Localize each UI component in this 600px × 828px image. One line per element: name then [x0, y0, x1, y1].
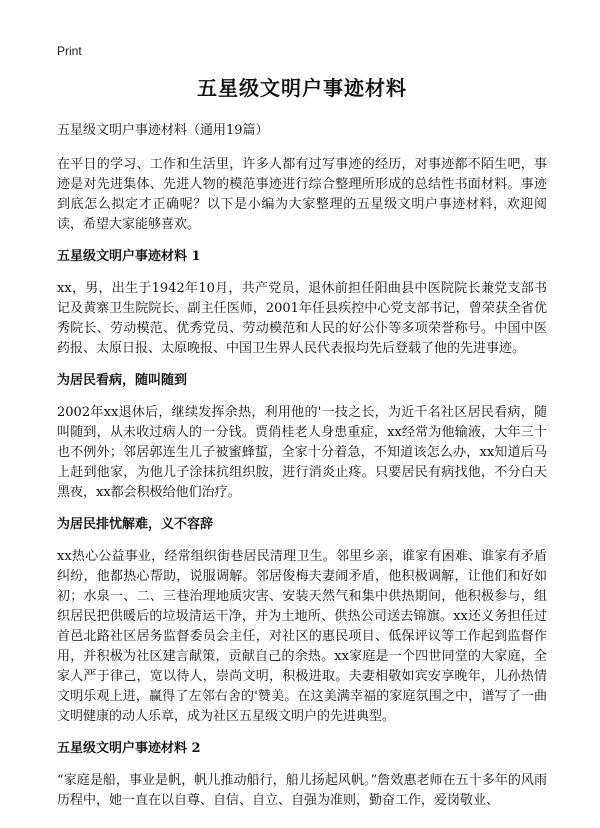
subsection-1-paragraph: 2002年xx退休后，继续发挥余热，利用他的'一技之长，为近千名社区居民看病，随叫随到，从未收过病人的一分钱。贾俏桂老人身患重症，xx经常为他输液，大年三十也不例外；邻居郭连生儿子被蜜蜂蜇，全家十分着急，不知道该怎么办，xx知道后马上赶到他家，为他儿子涂抹抗组织胺，进行消炎止疼。只要居民有病找他，不分白天黑夜，xx都会积极给他们治疗。 — [57, 405, 547, 500]
subsection-2-heading: 为居民排忧解难，义不容辞 — [57, 517, 214, 532]
document-subtitle: 五星级文明户事迹材料（通用19篇） — [57, 123, 269, 138]
print-link[interactable]: Print — [57, 44, 82, 58]
section-2-heading: 五星级文明户事迹材料 2 — [57, 741, 201, 756]
section-1-heading: 五星级文明户事迹材料 1 — [57, 249, 201, 264]
document-body — [57, 72, 547, 823]
page-title: 五星级文明户事迹材料 — [197, 76, 407, 100]
subsection-1-heading: 为居民看病，随叫随到 — [57, 373, 188, 388]
section-1-paragraph: xx，男，出生于1942年10月，共产党员，退休前担任阳曲县中医院院长兼党支部书记及黄寨卫生院院长、副主任医师，2001年任县疾控中心党支部书记，曾荣获全省优秀院长、劳动模范、优秀党员、劳动模范和人民的好公仆等多项荣誉称号。中国中医药报、太原日报、太原晚报、中国卫生界人民代表报均先后登载了他的先进事迹。 — [57, 281, 547, 356]
intro-paragraph: 在平日的学习、工作和生活里，许多人都有过写事迹的经历，对事迹都不陌生吧，事迹是对先进集体、先进人物的模范事迹进行综合整理所形成的总结性书面材料。事迹到底怎么拟定才正确呢？以下是小编为大家整理的五星级文明户事迹材料，欢迎阅读，希望大家能够喜欢。 — [57, 157, 547, 232]
section-2-paragraph: “家庭是船，事业是帆，帆儿推动船行，船儿扬起风帆。”詹效惠老师在五十多年的风雨历程中，她一直在以自尊、自信、自立、自强为准则，勤奋工作，爱岗敬业、 — [57, 773, 547, 808]
subsection-2-paragraph: xx热心公益事业，经常组织街巷居民清理卫生。邻里乡亲，谁家有困难、谁家有矛盾纠纷，他都热心帮助，说服调解。邻居俊梅夫妻闹矛盾，他积极调解，让他们和好如初；水泉一、二、三巷治理地质灾害、安装天然气和集中供热期间，他积极参与，组织居民把供暖后的垃圾清运干净，并为土地所、供热公司送去锦旗。xx还义务担任过首邑北路社区居务监督委员会主任，对社区的惠民项目、低保评议等工作起到监督作用，并积极为社区建言献策，贡献自己的余热。xx家庭是一个四世同堂的大家庭，全家人严于律己，宽以待人，崇尚文明，积极进取。夫妻相敬如宾安享晚年，儿孙热情文明乐观上进，赢得了左邻右舍的'赞美。在这美满幸福的家庭氛围之中，谱写了一曲文明健康的动人乐章，成为社区五星级文明户的先进典型。 — [57, 549, 547, 724]
